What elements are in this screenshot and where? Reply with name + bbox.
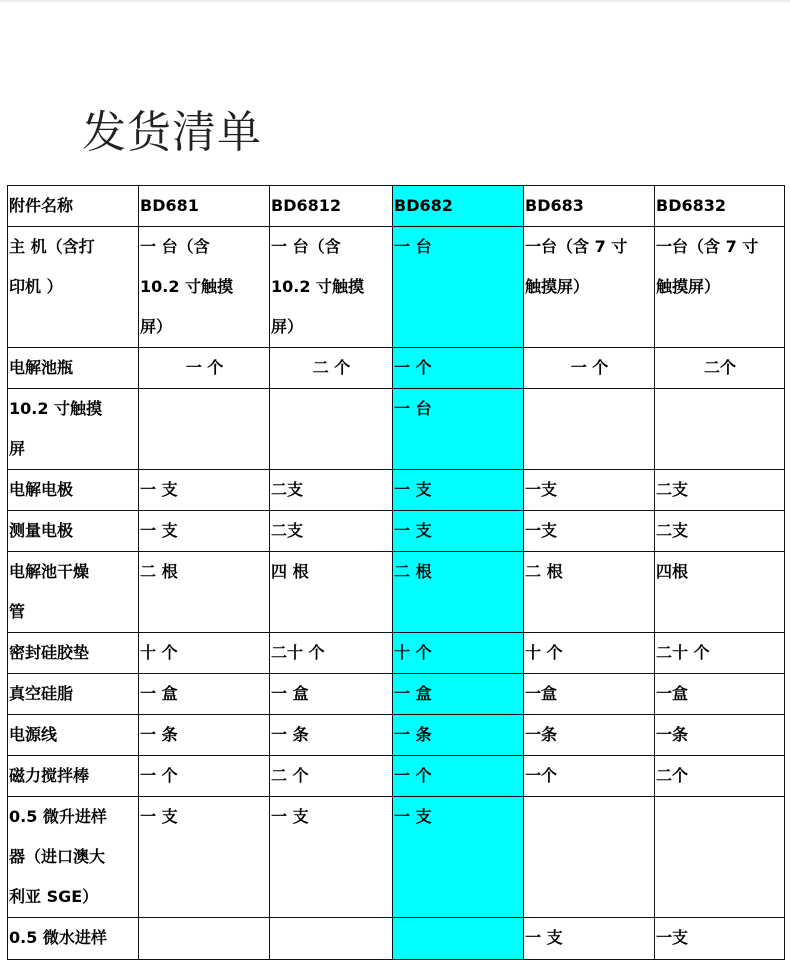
quantity-line: 一个 [525,766,558,785]
table-row [8,633,785,674]
quantity-line: 10.2 寸触摸 [271,277,365,296]
quantity-line: 一 支 [525,928,563,947]
quantity-cell-bd681 [139,227,270,348]
quantity-cell-bd681 [139,552,270,633]
quantity-line: 一 台 [394,399,432,418]
table-row [8,674,785,715]
packing-list-table [7,185,785,960]
quantity-line: 一 条 [271,725,309,744]
quantity-line: 屏） [140,317,173,336]
quantity-line: 一 支 [140,480,178,499]
quantity-line: 一条 [656,725,689,744]
header-bd6812: BD6812 [270,186,393,227]
accessory-name-cell [8,918,139,960]
quantity-line: 二 根 [394,562,432,581]
quantity-cell-bd682 [393,756,524,797]
quantity-cell-bd682 [393,674,524,715]
quantity-cell-bd6832 [655,389,785,470]
header-bd683: BD683 [524,186,655,227]
quantity-cell-bd6832 [655,511,785,552]
quantity-line: 二个 [703,358,736,377]
quantity-line: 一 支 [394,807,432,826]
accessory-name-cell [8,633,139,674]
accessory-name-line: 密封硅胶垫 [9,643,90,662]
quantity-line: 触摸屏） [656,277,721,296]
quantity-cell-bd6812 [270,389,393,470]
table-row [8,227,785,348]
accessory-name-line: 电解电极 [9,480,74,499]
quantity-cell-bd683 [524,348,655,389]
quantity-line: 一 台（含 [140,237,210,256]
quantity-line: 一 个 [185,358,224,377]
quantity-line: 一 个 [394,766,432,785]
quantity-cell-bd6832 [655,227,785,348]
accessory-name-line: 主 机（含打 [9,237,95,256]
accessory-name-line: 磁力搅拌棒 [9,766,90,785]
quantity-line: 二 根 [525,562,563,581]
quantity-cell-bd683 [524,797,655,918]
quantity-cell-bd682 [393,918,524,960]
quantity-line: 一盒 [656,684,689,703]
accessory-name-cell [8,797,139,918]
quantity-line: 一 台 [394,237,432,256]
table-row [8,470,785,511]
quantity-line: 一 盒 [271,684,309,703]
table-row [8,797,785,918]
quantity-line: 一 条 [140,725,178,744]
quantity-line: 一支 [525,521,558,540]
quantity-line: 二 根 [140,562,178,581]
table-row [8,918,785,960]
quantity-line: 二支 [271,480,304,499]
accessory-name-cell [8,674,139,715]
quantity-cell-bd682 [393,715,524,756]
accessory-name-cell [8,470,139,511]
quantity-line: 一 条 [394,725,432,744]
quantity-cell-bd6812 [270,227,393,348]
header-bd681: BD681 [139,186,270,227]
quantity-cell-bd681 [139,389,270,470]
accessory-name-line: 电解池瓶 [9,358,74,377]
accessory-name-line: 管 [9,602,26,621]
quantity-cell-bd682 [393,797,524,918]
table-header-row [8,186,785,227]
quantity-line: 一 支 [394,480,432,499]
header-bd682: BD682 [393,186,524,227]
quantity-cell-bd681 [139,511,270,552]
quantity-cell-bd683 [524,756,655,797]
accessory-name-line: 器（进口澳大 [9,847,106,866]
quantity-cell-bd682 [393,470,524,511]
quantity-line: 一 个 [570,358,609,377]
top-divider [0,0,790,2]
quantity-line: 四 根 [271,562,309,581]
page-title: 发货清单 [82,107,262,158]
quantity-line: 一 盒 [394,684,432,703]
quantity-line: 二支 [271,521,304,540]
accessory-name-cell [8,511,139,552]
accessory-name-line: 测量电极 [9,521,74,540]
quantity-cell-bd681 [139,348,270,389]
quantity-line: 一 台（含 [271,237,341,256]
quantity-line: 一 支 [271,807,309,826]
quantity-cell-bd6812 [270,348,393,389]
table-row [8,348,785,389]
quantity-cell-bd681 [139,470,270,511]
quantity-cell-bd6832 [655,756,785,797]
quantity-cell-bd6812 [270,633,393,674]
quantity-cell-bd683 [524,552,655,633]
quantity-cell-bd683 [524,918,655,960]
quantity-line: 二 个 [271,766,309,785]
accessory-name-cell [8,552,139,633]
quantity-line: 一支 [525,480,558,499]
quantity-cell-bd6812 [270,715,393,756]
quantity-line: 四根 [656,562,689,581]
quantity-line: 十 个 [525,643,563,662]
quantity-line: 屏） [271,317,304,336]
quantity-line: 一 盒 [140,684,178,703]
quantity-cell-bd681 [139,633,270,674]
accessory-name-line: 0.5 微水进样 [9,928,107,947]
quantity-cell-bd681 [139,756,270,797]
quantity-cell-bd6832 [655,715,785,756]
quantity-line: 二十 个 [656,643,710,662]
quantity-cell-bd6832 [655,918,785,960]
quantity-cell-bd682 [393,552,524,633]
quantity-cell-bd682 [393,348,524,389]
quantity-line: 二支 [656,480,689,499]
quantity-line: 二十 个 [271,643,325,662]
quantity-line: 10.2 寸触摸 [140,277,234,296]
quantity-cell-bd6812 [270,918,393,960]
accessory-name-cell [8,389,139,470]
accessory-name-cell [8,348,139,389]
accessory-name-line: 电解池干燥 [9,562,90,581]
quantity-line: 一台（含 7 寸 [656,237,759,256]
quantity-cell-bd683 [524,674,655,715]
quantity-line: 一 支 [140,521,178,540]
quantity-cell-bd683 [524,633,655,674]
accessory-name-line: 10.2 寸触摸 [9,399,103,418]
quantity-cell-bd682 [393,227,524,348]
quantity-cell-bd6832 [655,348,785,389]
header-bd6832: BD6832 [655,186,785,227]
quantity-line: 十 个 [394,643,432,662]
quantity-cell-bd682 [393,633,524,674]
quantity-cell-bd683 [524,511,655,552]
quantity-line: 一 个 [140,766,178,785]
quantity-line: 二 个 [312,358,351,377]
quantity-cell-bd6812 [270,756,393,797]
accessory-name-line: 电源线 [9,725,58,744]
quantity-cell-bd6812 [270,552,393,633]
accessory-name-cell [8,715,139,756]
accessory-name-line: 利亚 SGE） [9,887,99,906]
quantity-cell-bd6832 [655,470,785,511]
quantity-cell-bd6812 [270,797,393,918]
quantity-cell-bd6832 [655,633,785,674]
quantity-line: 一 支 [140,807,178,826]
table-row [8,389,785,470]
accessory-name-line: 0.5 微升进样 [9,807,107,826]
quantity-cell-bd683 [524,389,655,470]
accessory-name-cell [8,756,139,797]
quantity-line: 一 支 [394,521,432,540]
quantity-line: 一条 [525,725,558,744]
quantity-cell-bd682 [393,389,524,470]
quantity-line: 十 个 [140,643,178,662]
quantity-line: 二个 [656,766,689,785]
quantity-cell-bd682 [393,511,524,552]
header-accessory-name: 附件名称 [8,186,139,227]
quantity-line: 一盒 [525,684,558,703]
table-row [8,756,785,797]
quantity-cell-bd6832 [655,674,785,715]
quantity-line: 触摸屏） [525,277,590,296]
quantity-line: 一台（含 7 寸 [525,237,628,256]
accessory-name-line: 印机 ） [9,277,63,296]
table-row [8,715,785,756]
quantity-cell-bd681 [139,674,270,715]
quantity-cell-bd683 [524,715,655,756]
accessory-name-line: 真空硅脂 [9,684,74,703]
quantity-line: 一支 [656,928,689,947]
table-row [8,511,785,552]
quantity-cell-bd6832 [655,552,785,633]
quantity-cell-bd6812 [270,674,393,715]
quantity-cell-bd6812 [270,511,393,552]
quantity-cell-bd6832 [655,797,785,918]
quantity-cell-bd681 [139,918,270,960]
quantity-cell-bd683 [524,227,655,348]
quantity-line: 一 个 [394,358,432,377]
quantity-line: 二支 [656,521,689,540]
quantity-cell-bd681 [139,715,270,756]
quantity-cell-bd6812 [270,470,393,511]
accessory-name-line: 屏 [9,439,26,458]
table-row [8,552,785,633]
quantity-cell-bd683 [524,470,655,511]
accessory-name-cell [8,227,139,348]
quantity-cell-bd681 [139,797,270,918]
